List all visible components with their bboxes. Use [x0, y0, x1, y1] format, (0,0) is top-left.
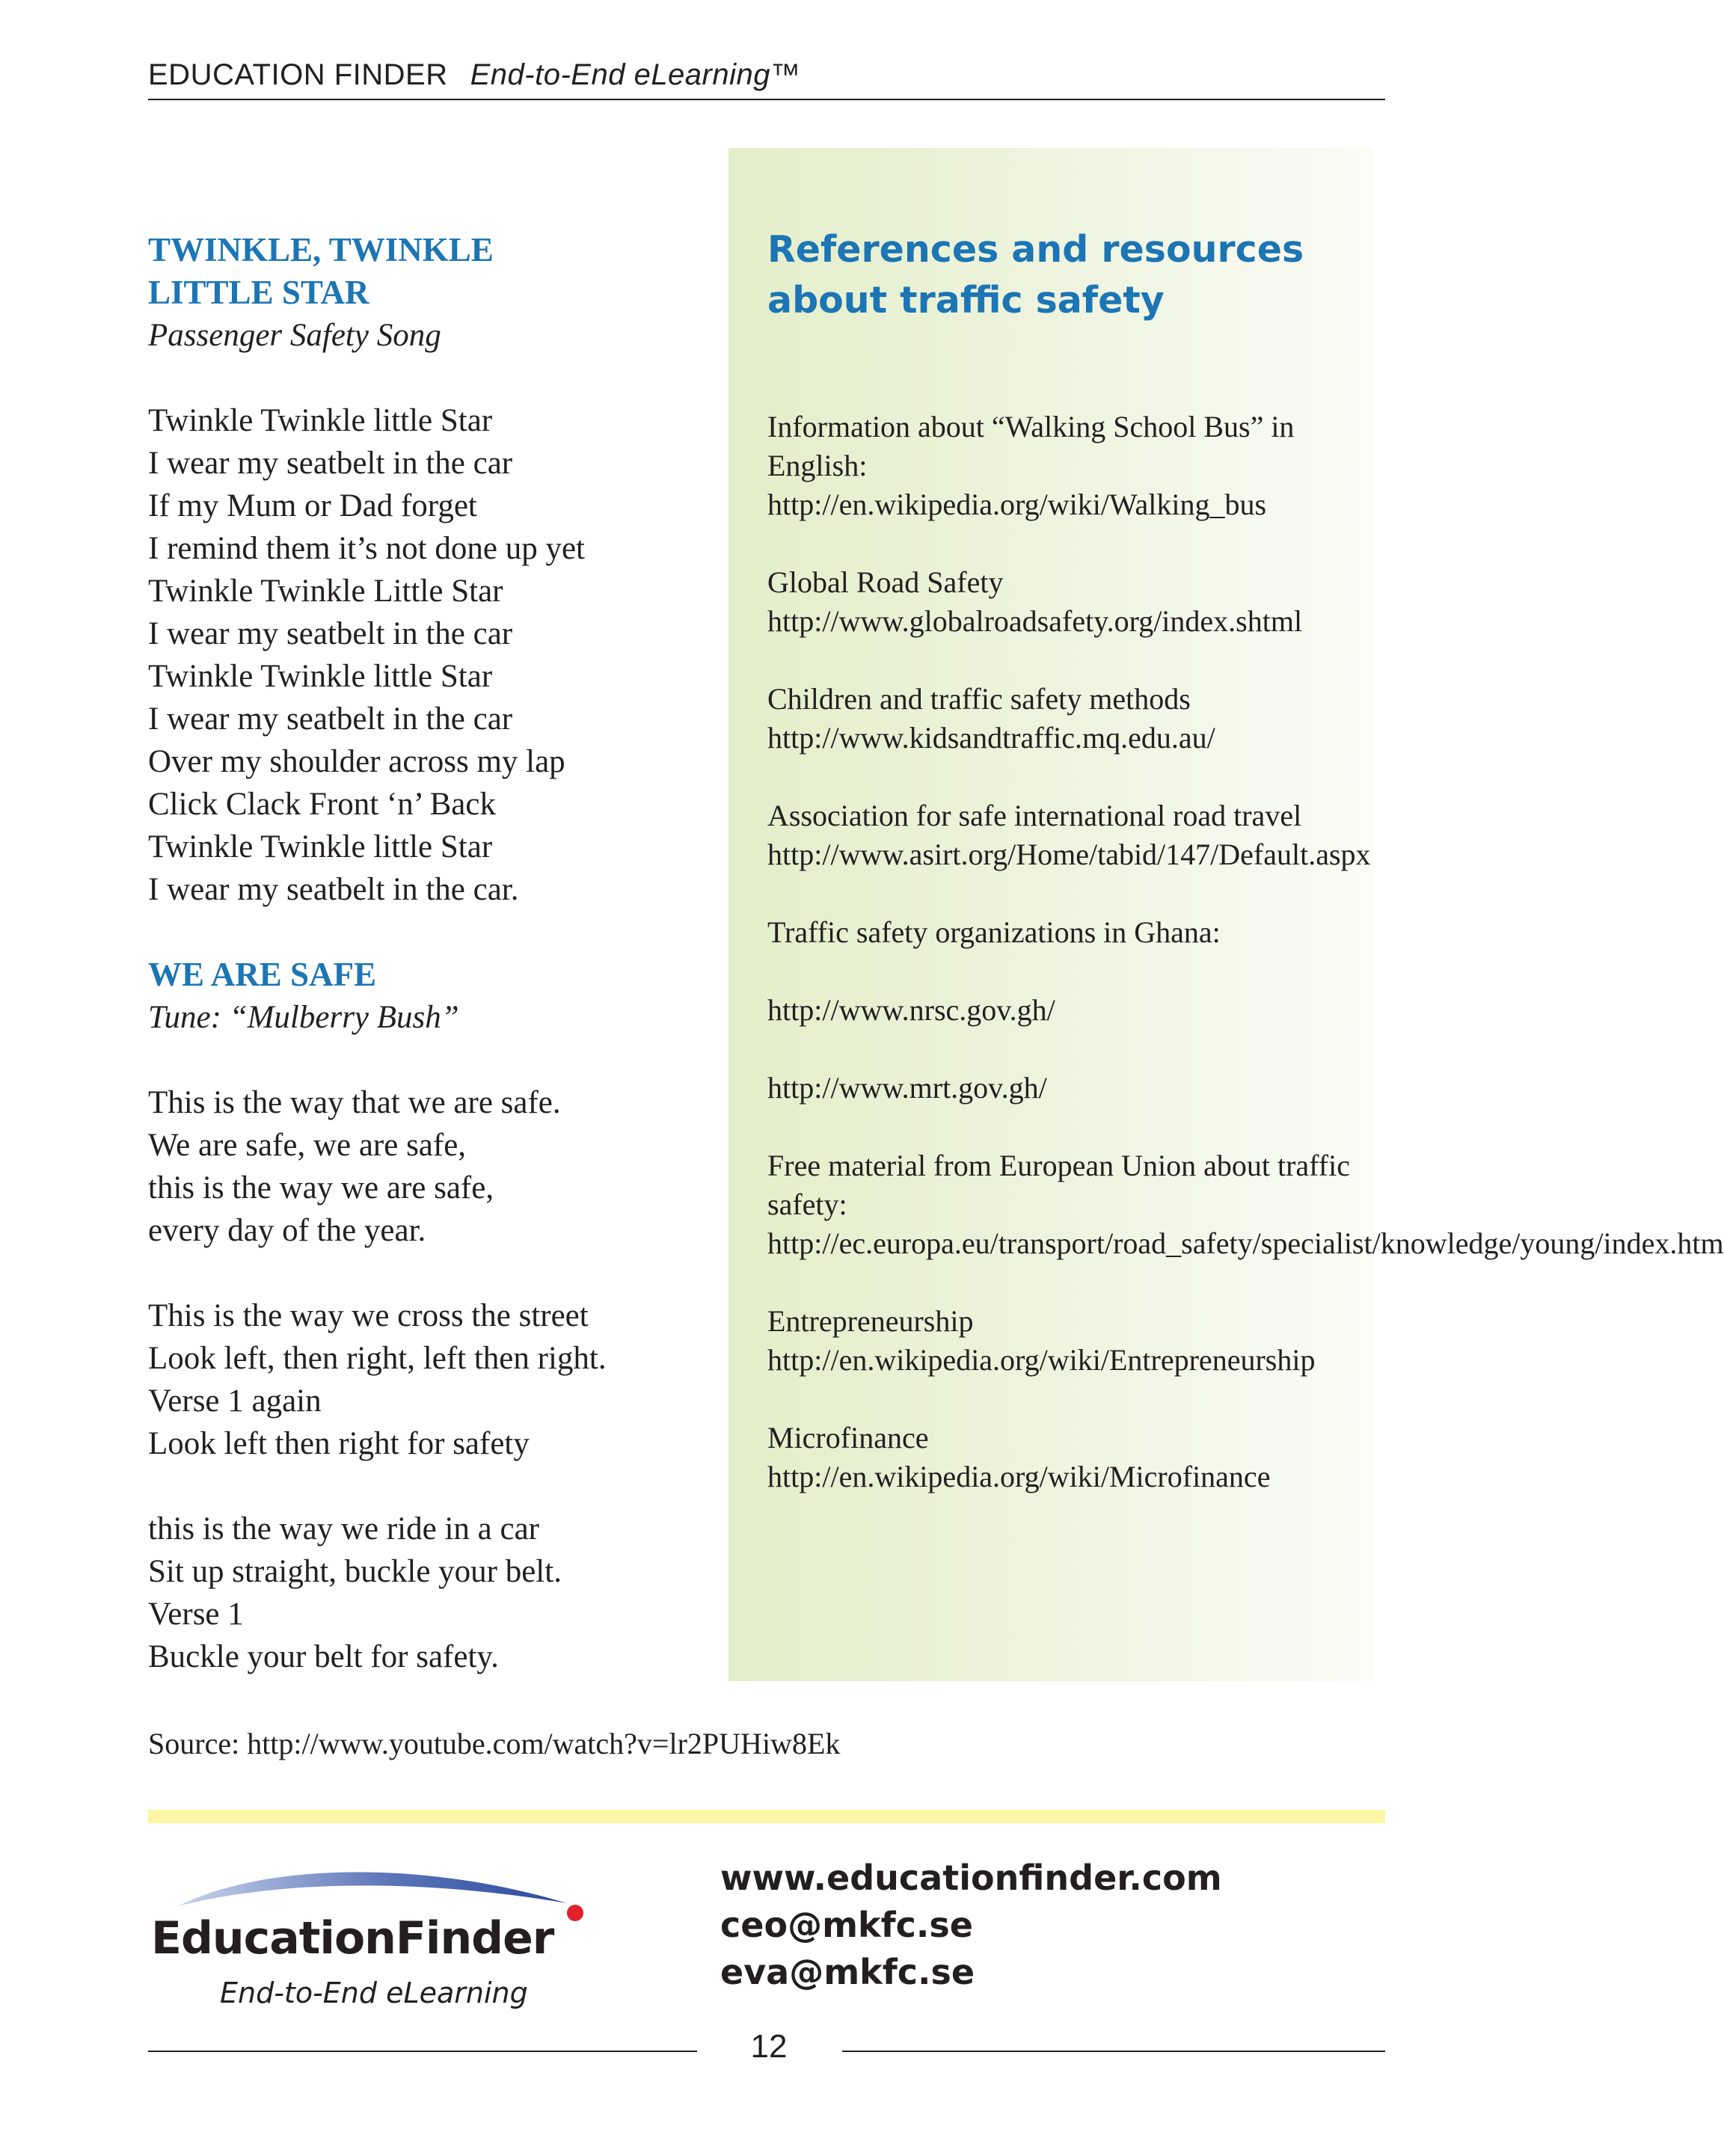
lyric-line: this is the way we are safe,	[148, 1170, 494, 1206]
reference-link[interactable]: http://www.asirt.org/Home/tabid/147/Default.aspx	[767, 838, 1371, 871]
footer-divider-left	[148, 2051, 697, 2052]
reference-link[interactable]: http://ec.europa.eu/transport/road_safety/specialist/knowledge/young/index.htm	[767, 1226, 1724, 1260]
lyric-line: Twinkle Twinkle Little Star	[148, 574, 503, 609]
lyric-line: I wear my seatbelt in the car.	[148, 872, 519, 907]
reference-label: Entrepreneurship	[767, 1304, 974, 1338]
email-link[interactable]: ceo@mkfc.se	[720, 1905, 973, 1945]
lyric-line: I wear my seatbelt in the car	[148, 701, 513, 737]
song2-verse2	[148, 1294, 717, 1465]
logo-wordmark: EducationFinder	[151, 1912, 554, 1965]
lyric-line: Twinkle Twinkle little Star	[148, 829, 493, 864]
lyric-line: This is the way we cross the street	[148, 1298, 589, 1333]
lyric-line: I remind them it’s not done up yet	[148, 531, 585, 566]
lyric-line: Verse 1 again	[148, 1383, 322, 1419]
reference-item	[767, 1419, 1396, 1496]
song2-subtitle: Tune: “Mulberry Bush”	[148, 1000, 459, 1035]
footer-divider-right	[842, 2051, 1385, 2052]
lyric-line: Look left then right for safety	[148, 1426, 530, 1461]
reference-link[interactable]: http://www.kidsandtraffic.mq.edu.au/	[767, 721, 1215, 755]
page-number: 12	[750, 2028, 788, 2065]
reference-item	[767, 563, 1396, 641]
song2-title: WE ARE SAFE	[148, 956, 377, 993]
lyric-line: this is the way we ride in a car	[148, 1511, 539, 1547]
logo-dot-icon	[567, 1905, 583, 1921]
lyric-line: I wear my seatbelt in the car	[148, 446, 513, 481]
reference-item	[767, 680, 1396, 758]
references-title-line2: about traffic safety	[767, 279, 1165, 322]
reference-link[interactable]: http://en.wikipedia.org/wiki/Microfinance	[767, 1460, 1271, 1493]
source-citation: Source: http://www.youtube.com/watch?v=lr2PUHiw8Ek	[148, 1727, 841, 1760]
lyric-line: Sit up straight, buckle your belt.	[148, 1554, 562, 1589]
lyric-line: Twinkle Twinkle little Star	[148, 403, 493, 438]
reference-item	[767, 408, 1396, 524]
song1-title-line1: TWINKLE, TWINKLE	[148, 231, 494, 268]
reference-link[interactable]: http://en.wikipedia.org/wiki/Entrepreneurship	[767, 1343, 1316, 1377]
lyric-line: We are safe, we are safe,	[148, 1128, 467, 1163]
reference-label: Children and traffic safety methods	[767, 682, 1191, 716]
reference-item	[767, 1069, 1396, 1108]
lyric-line: Twinkle Twinkle little Star	[148, 659, 493, 694]
song1-lyrics	[148, 399, 717, 911]
lyric-line: I wear my seatbelt in the car	[148, 616, 513, 651]
reference-item	[767, 796, 1396, 874]
lyric-line: Look left, then right, left then right.	[148, 1341, 607, 1376]
song2-verse1	[148, 1081, 717, 1252]
logo-tagline: End-to-End eLearning	[220, 1977, 528, 2009]
reference-label: Global Road Safety	[767, 565, 1004, 599]
header-brand: EDUCATION FINDER	[148, 58, 448, 91]
lyric-line: Verse 1	[148, 1597, 244, 1632]
references-list	[767, 408, 1724, 1535]
lyric-line: If my Mum or Dad forget	[148, 488, 477, 523]
reference-link[interactable]: http://www.mrt.gov.gh/	[767, 1071, 1047, 1105]
education-finder-logo	[148, 1858, 597, 2019]
reference-label: Microfinance	[767, 1421, 929, 1455]
reference-item	[767, 913, 1396, 952]
reference-label: Free material from European Union about traffic safety:	[767, 1149, 1350, 1221]
reference-label: Association for safe international road travel	[767, 799, 1302, 832]
lyric-line: Over my shoulder across my lap	[148, 744, 565, 779]
reference-item	[767, 991, 1396, 1030]
song1-subtitle: Passenger Safety Song	[148, 318, 441, 353]
reference-link[interactable]: http://www.globalroadsafety.org/index.shtml	[767, 604, 1303, 638]
lyric-line: Buckle your belt for safety.	[148, 1639, 499, 1674]
lyric-line: Click Clack Front ‘n’ Back	[148, 787, 496, 822]
song2-verse3	[148, 1508, 717, 1678]
songs-column	[148, 229, 717, 1678]
reference-label: Traffic safety organizations in Ghana:	[767, 915, 1221, 949]
song1-title-line2: LITTLE STAR	[148, 274, 369, 311]
references-title-line1: References and resources	[767, 228, 1304, 271]
reference-link[interactable]: http://en.wikipedia.org/wiki/Walking_bus	[767, 488, 1267, 521]
reference-link[interactable]: http://www.nrsc.gov.gh/	[767, 993, 1055, 1027]
lyric-line: This is the way that we are safe.	[148, 1085, 561, 1120]
website-link[interactable]: www.educationfinder.com	[720, 1858, 1222, 1898]
reference-item	[767, 1302, 1396, 1380]
lyric-line: every day of the year.	[148, 1213, 426, 1248]
references-title	[767, 224, 1358, 326]
email-link[interactable]: eva@mkfc.se	[720, 1952, 975, 1992]
running-header	[148, 58, 801, 92]
header-tagline: End-to-End eLearning™	[470, 58, 801, 91]
logo-swoosh-icon	[148, 1858, 597, 1918]
contact-block	[720, 1855, 1222, 1996]
reference-item	[767, 1146, 1724, 1263]
footer-highlight-bar	[148, 1810, 1385, 1823]
header-divider	[148, 99, 1385, 100]
reference-label: Information about “Walking School Bus” in English:	[767, 410, 1295, 482]
